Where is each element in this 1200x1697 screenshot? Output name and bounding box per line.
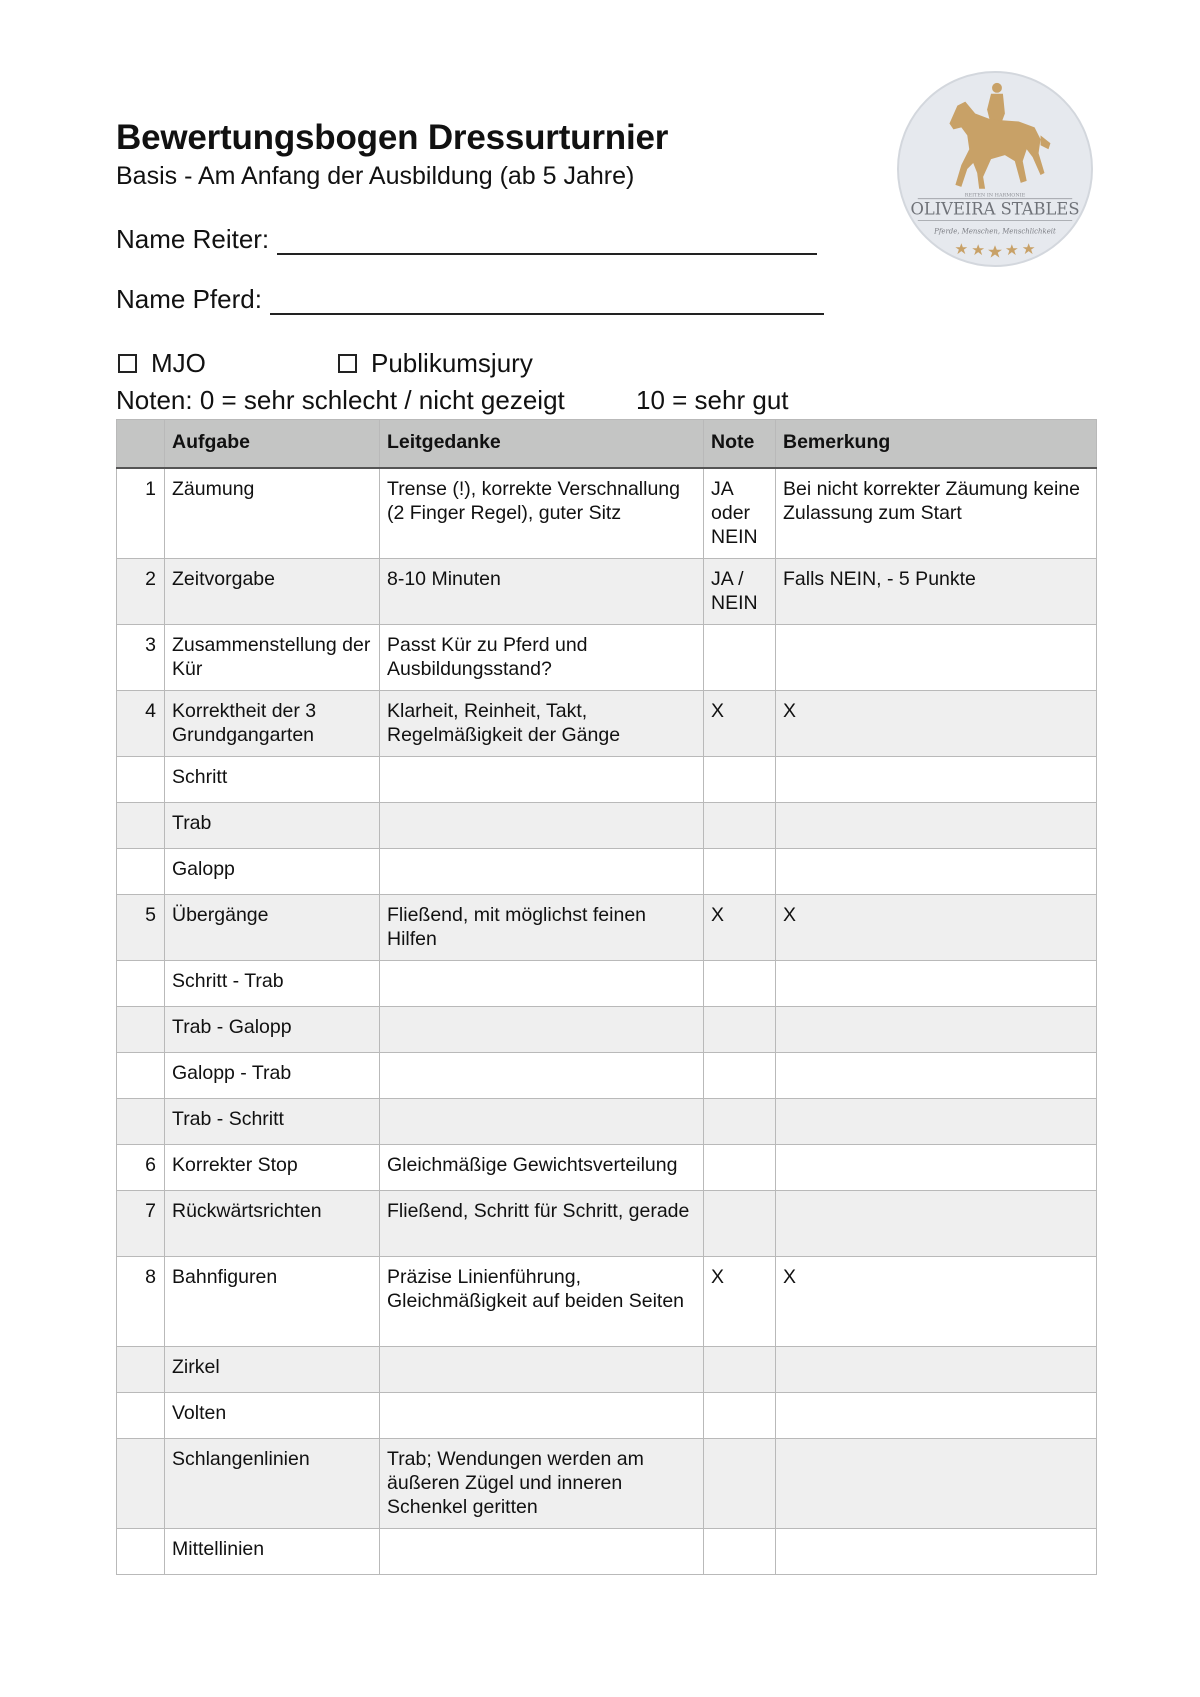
grading-scale [116,385,789,416]
task-cell: Galopp - Trab [165,1053,380,1099]
note-cell[interactable] [704,1099,776,1145]
note-cell[interactable] [704,1053,776,1099]
row-number [117,1529,165,1575]
table-row [117,849,1097,895]
row-number [117,1439,165,1529]
task-cell: Zusammenstellung der Kür [165,625,380,691]
note-cell[interactable] [704,1347,776,1393]
task-cell: Übergänge [165,895,380,961]
idea-cell [380,1099,704,1145]
task-cell: Zeitvorgabe [165,559,380,625]
table-header-row [117,420,1097,469]
idea-cell [380,803,704,849]
oliveira-stables-logo [896,70,1094,268]
idea-cell: Trab; Wendungen werden am äußeren Zügel und inneren Schenkel geritten [380,1439,704,1529]
scale-high-text: 10 = sehr gut [636,385,789,415]
remark-cell[interactable] [776,757,1097,803]
row-number [117,1099,165,1145]
checkbox-label-publikumsjury: Publikumsjury [371,348,533,378]
row-number: 8 [117,1257,165,1347]
row-number [117,1393,165,1439]
remark-cell[interactable] [776,1053,1097,1099]
row-number [117,757,165,803]
table-row [117,895,1097,961]
idea-cell [380,1347,704,1393]
idea-cell: 8-10 Minuten [380,559,704,625]
idea-cell [380,961,704,1007]
task-cell: Trab [165,803,380,849]
row-number: 6 [117,1145,165,1191]
task-cell: Galopp [165,849,380,895]
task-cell: Zäumung [165,468,380,559]
note-cell[interactable] [704,757,776,803]
page-subtitle: Basis - Am Anfang der Ausbildung (ab 5 Jahre) [116,162,635,190]
idea-cell [380,1007,704,1053]
remark-cell[interactable] [776,1393,1097,1439]
idea-cell [380,757,704,803]
table-row [117,803,1097,849]
row-number [117,1347,165,1393]
scale-low-text: Noten: 0 = sehr schlecht / nicht gezeigt [116,385,565,415]
header-idea: Leitgedanke [380,420,704,469]
note-cell[interactable]: JA / NEIN [704,559,776,625]
remark-cell[interactable]: X [776,1257,1097,1347]
task-cell: Volten [165,1393,380,1439]
horse-name-label: Name Pferd: [116,284,262,314]
note-cell[interactable] [704,961,776,1007]
note-cell[interactable] [704,1529,776,1575]
table-row [117,559,1097,625]
row-number: 5 [117,895,165,961]
table-row [117,1145,1097,1191]
remark-cell[interactable] [776,1007,1097,1053]
horse-name-field[interactable] [270,285,824,315]
idea-cell: Klarheit, Reinheit, Takt, Regelmäßigkeit der Gänge [380,691,704,757]
remark-cell[interactable] [776,1099,1097,1145]
task-cell: Mittellinien [165,1529,380,1575]
remark-cell[interactable] [776,1145,1097,1191]
remark-cell[interactable]: Bei nicht korrekter Zäumung keine Zulassung zum Start [776,468,1097,559]
checkbox-item-mjo[interactable] [118,348,338,379]
task-cell: Schritt [165,757,380,803]
row-number: 2 [117,559,165,625]
remark-cell[interactable]: X [776,895,1097,961]
remark-cell[interactable]: Falls NEIN, - 5 Punkte [776,559,1097,625]
idea-cell [380,1053,704,1099]
note-cell[interactable] [704,1007,776,1053]
task-cell: Trab - Galopp [165,1007,380,1053]
row-number: 7 [117,1191,165,1257]
note-cell[interactable]: JA oder NEIN [704,468,776,559]
logo-top-text: REITEN IN HARMONIE [964,192,1026,199]
rider-name-field[interactable] [277,225,817,255]
table-row [117,1007,1097,1053]
remark-cell[interactable] [776,1439,1097,1529]
table-row [117,1257,1097,1347]
task-cell: Zirkel [165,1347,380,1393]
note-cell[interactable] [704,1191,776,1257]
idea-cell: Fließend, mit möglichst feinen Hilfen [380,895,704,961]
checkbox-mjo[interactable] [118,354,137,373]
note-cell[interactable] [704,1393,776,1439]
task-cell: Korrektheit der 3 Grundgangarten [165,691,380,757]
table-row [117,757,1097,803]
row-number: 4 [117,691,165,757]
header-remark: Bemerkung [776,420,1097,469]
idea-cell [380,849,704,895]
note-cell[interactable] [704,625,776,691]
note-cell[interactable]: X [704,691,776,757]
note-cell[interactable] [704,1145,776,1191]
task-cell: Rückwärtsrichten [165,1191,380,1257]
row-number [117,803,165,849]
row-number [117,1007,165,1053]
task-cell: Schlangenlinien [165,1439,380,1529]
table-row [117,691,1097,757]
remark-cell[interactable] [776,1191,1097,1257]
rider-name-line [116,224,817,255]
row-number: 3 [117,625,165,691]
category-checkboxes [118,348,533,379]
note-cell[interactable] [704,1439,776,1529]
header-note: Note [704,420,776,469]
remark-cell[interactable] [776,849,1097,895]
scoring-table [116,419,1097,1575]
idea-cell: Fließend, Schritt für Schritt, gerade [380,1191,704,1257]
task-cell: Bahnfiguren [165,1257,380,1347]
task-cell: Korrekter Stop [165,1145,380,1191]
remark-cell[interactable]: X [776,691,1097,757]
note-cell[interactable]: X [704,895,776,961]
horse-name-line [116,284,824,315]
note-cell[interactable] [704,803,776,849]
row-number [117,961,165,1007]
remark-cell[interactable] [776,1529,1097,1575]
table-row [117,1439,1097,1529]
remark-cell[interactable] [776,1347,1097,1393]
table-row [117,1053,1097,1099]
table-row [117,1099,1097,1145]
header-task: Aufgabe [165,420,380,469]
table-row [117,468,1097,559]
rider-name-label: Name Reiter: [116,224,270,254]
note-cell[interactable] [704,849,776,895]
table-row [117,1393,1097,1439]
checkbox-publikumsjury[interactable] [338,354,357,373]
remark-cell[interactable] [776,803,1097,849]
page-title: Bewertungsbogen Dressurturnier [116,118,669,157]
header-number [117,420,165,469]
idea-cell [380,1529,704,1575]
idea-cell: Präzise Linienführung, Gleichmäßigkeit auf beiden Seiten [380,1257,704,1347]
idea-cell: Trense (!), korrekte Verschnallung (2 Finger Regel), guter Sitz [380,468,704,559]
remark-cell[interactable] [776,625,1097,691]
note-cell[interactable]: X [704,1257,776,1347]
idea-cell: Gleichmäßige Gewichtsverteilung [380,1145,704,1191]
logo-name: OLIVEIRA STABLES [910,199,1080,219]
idea-cell: Passt Kür zu Pferd und Ausbildungsstand? [380,625,704,691]
table-row [117,961,1097,1007]
idea-cell [380,1393,704,1439]
checkbox-item-publikumsjury[interactable] [338,348,533,379]
remark-cell[interactable] [776,961,1097,1007]
table-row [117,1347,1097,1393]
task-cell: Trab - Schritt [165,1099,380,1145]
table-row [117,1529,1097,1575]
logo-tagline: Pferde, Menschen, Menschlichkeit [934,227,1056,236]
task-cell: Schritt - Trab [165,961,380,1007]
checkbox-label-mjo: MJO [151,348,206,378]
row-number [117,1053,165,1099]
table-row [117,1191,1097,1257]
table-row [117,625,1097,691]
row-number [117,849,165,895]
row-number: 1 [117,468,165,559]
